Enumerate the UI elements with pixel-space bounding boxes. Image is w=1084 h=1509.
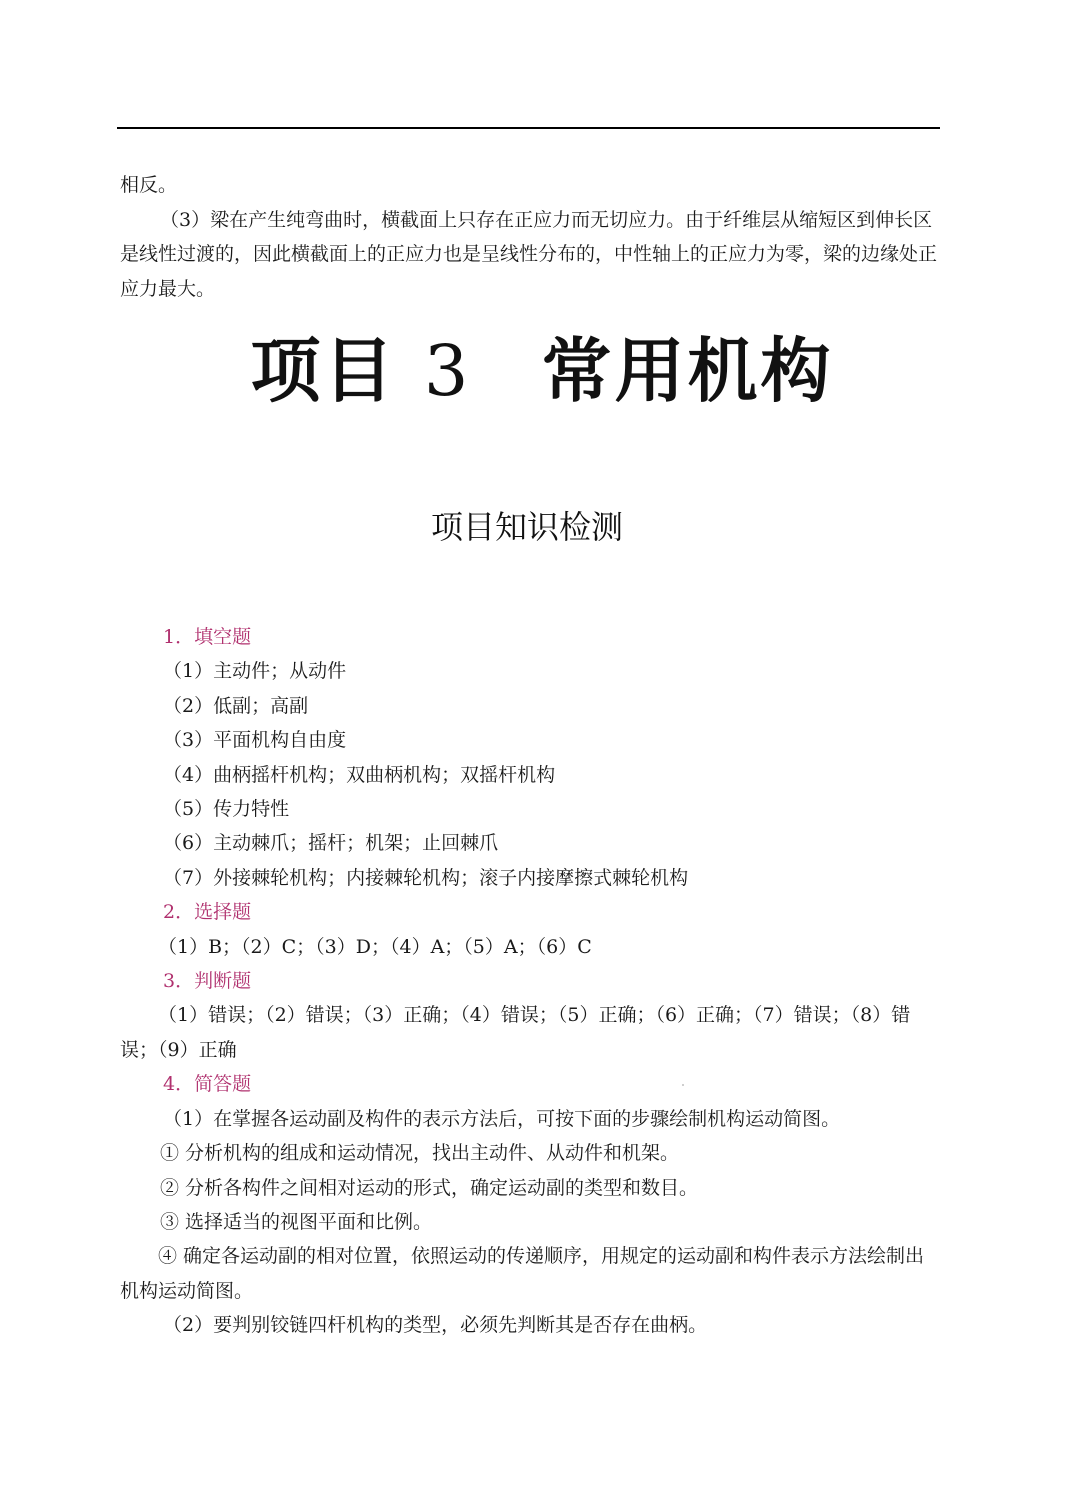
- intro-text: [120, 168, 938, 306]
- short-answer-q1: （1）在掌握各运动副及构件的表示方法后，可按下面的步骤绘制机构运动简图。: [163, 1107, 841, 1130]
- list-item: （4）曲柄摇杆机构；双曲柄机构；双摇杆机构: [163, 763, 556, 786]
- intro-paragraph-3: （3）梁在产生纯弯曲时，横截面上只存在正应力而无切应力。由于纤维层从缩短区到伸长区是线性过渡的，因此横截面上的正应力也是呈线性分布的，中性轴上的正应力为零，梁的边缘处正应力最大。: [120, 208, 938, 300]
- chapter-name: 常用机构: [541, 330, 834, 412]
- fill-blank-heading: 1．填空题: [163, 626, 252, 648]
- answers-block: [120, 620, 940, 1343]
- short-answer-q2: （2）要判别铰链四杆机构的类型，必须先判断其是否存在曲柄。: [163, 1314, 708, 1337]
- list-item: ③ 选择适当的视图平面和比例。: [160, 1210, 433, 1233]
- choice-answers: （1）B；（2）C；（3）D；（4）A；（5）A；（6）C: [158, 935, 592, 958]
- chapter-number: 3: [423, 330, 472, 412]
- list-item: （2）低副；高副: [163, 694, 309, 717]
- judge-answers: （1）错误；（2）错误；（3）正确；（4）错误；（5）正确；（6）正确；（7）错误；（8）错误；（9）正确: [120, 1004, 911, 1061]
- intro-line: 相反。: [120, 174, 178, 196]
- section-title: 项目知识检测: [430, 508, 623, 546]
- short-answer-heading: 4．简答题: [163, 1073, 252, 1096]
- scan-speck: [682, 1084, 684, 1086]
- list-item: ④ 确定各运动副的相对位置，依照运动的传递顺序，用规定的运动副和构件表示方法绘制出机构运动简图。: [120, 1245, 925, 1302]
- list-item: ① 分析机构的组成和运动情况，找出主动件、从动件和机架。: [160, 1142, 680, 1165]
- list-item: （1）主动件；从动件: [163, 660, 347, 683]
- chapter-title: [0, 326, 1084, 416]
- judge-heading: 3．判断题: [163, 970, 252, 993]
- choice-heading: 2．选择题: [163, 901, 252, 924]
- list-item: （3）平面机构自由度: [163, 729, 347, 752]
- list-item: （5）传力特性: [163, 798, 290, 821]
- list-item: （7）外接棘轮机构；内接棘轮机构；滚子内接摩擦式棘轮机构: [163, 866, 689, 889]
- chapter-prefix: 项目: [250, 330, 397, 412]
- list-item: （6）主动棘爪；摇杆；机架；止回棘爪: [163, 832, 499, 855]
- header-rule: [117, 127, 940, 129]
- list-item: ② 分析各构件之间相对运动的形式，确定运动副的类型和数目。: [160, 1176, 699, 1199]
